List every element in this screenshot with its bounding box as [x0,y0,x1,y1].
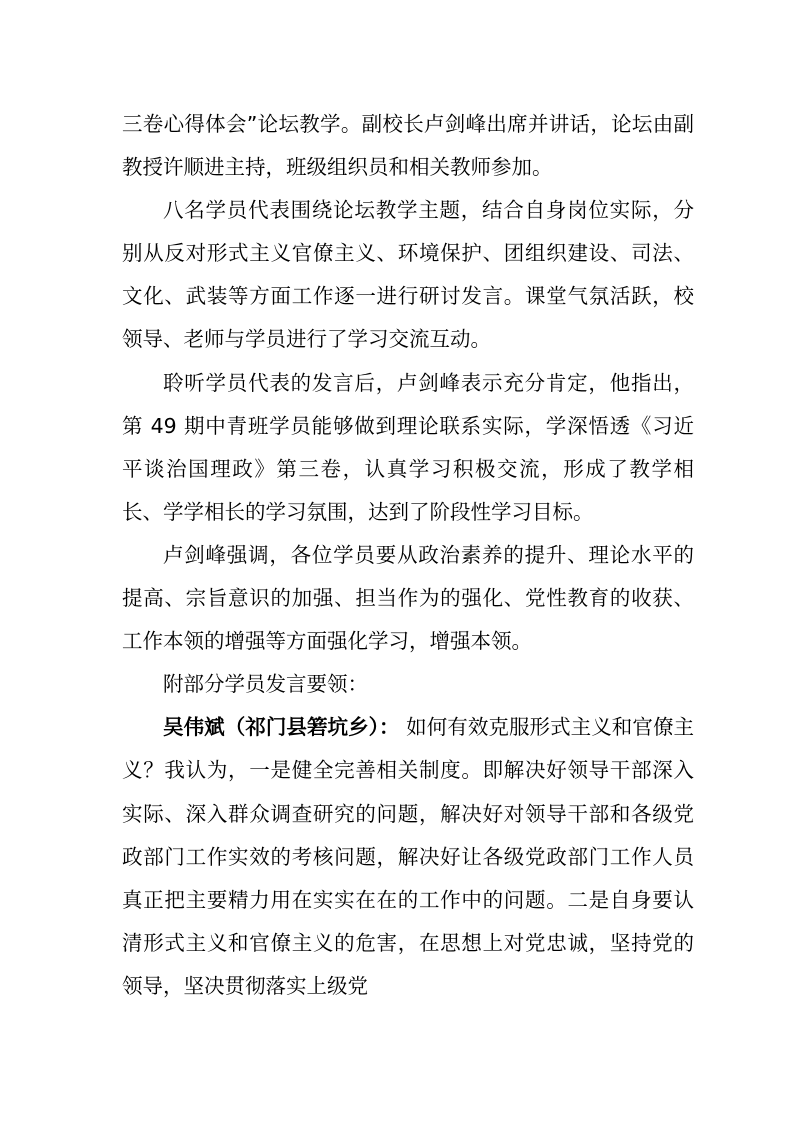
paragraph-affirmation: 聆听学员代表的发言后，卢剑峰表示充分肯定，他指出，第 49 期中青班学员能够做到理论联系实际，学深悟透《习近平谈治国理政》第三卷，认真学习积极交流，形成了教学相长、学学相长的学习氛围，达到了阶段性学习目标。 [122,370,694,524]
document-body [122,103,694,1008]
paragraph-student-speeches: 八名学员代表围绕论坛教学主题，结合自身岗位实际，分别从反对形式主义官僚主义、环境保护、团组织建设、司法、文化、武装等方面工作逐一进行研讨发言。课堂气氛活跃，校领导、老师与学员进行了学习交流互动。 [122,198,694,352]
speaker-name: 吴伟斌（祁门县箬坑乡）： [163,715,400,740]
paragraph-speech [122,706,694,1008]
paragraph-forum-intro: 三卷心得体会”论坛教学。副校长卢剑峰出席并讲话，论坛由副教授许顺进主持，班级组织员和相关教师参加。 [122,112,694,180]
paragraph-appendix-heading: 附部分学员发言要领： [163,672,368,697]
speech-text: 如何有效克服形式主义和官僚主义？我认为，一是健全完善相关制度。即解决好领导干部深入实际、深入群众调查研究的问题，解决好对领导干部和各级党政部门工作实效的考核问题，解决好让各级党政部门工作人员真正把主要精力用在实实在在的工作中的问题。二是自身要认清形式主义和官僚主义的危害，在思想上对党忠诚，坚持党的领导，坚决贯彻落实上级党 [122,715,695,998]
paragraph-emphasis: 卢剑峰强调，各位学员要从政治素养的提升、理论水平的提高、宗旨意识的加强、担当作为的强化、党性教育的收获、工作本领的增强等方面强化学习，增强本领。 [122,542,694,654]
